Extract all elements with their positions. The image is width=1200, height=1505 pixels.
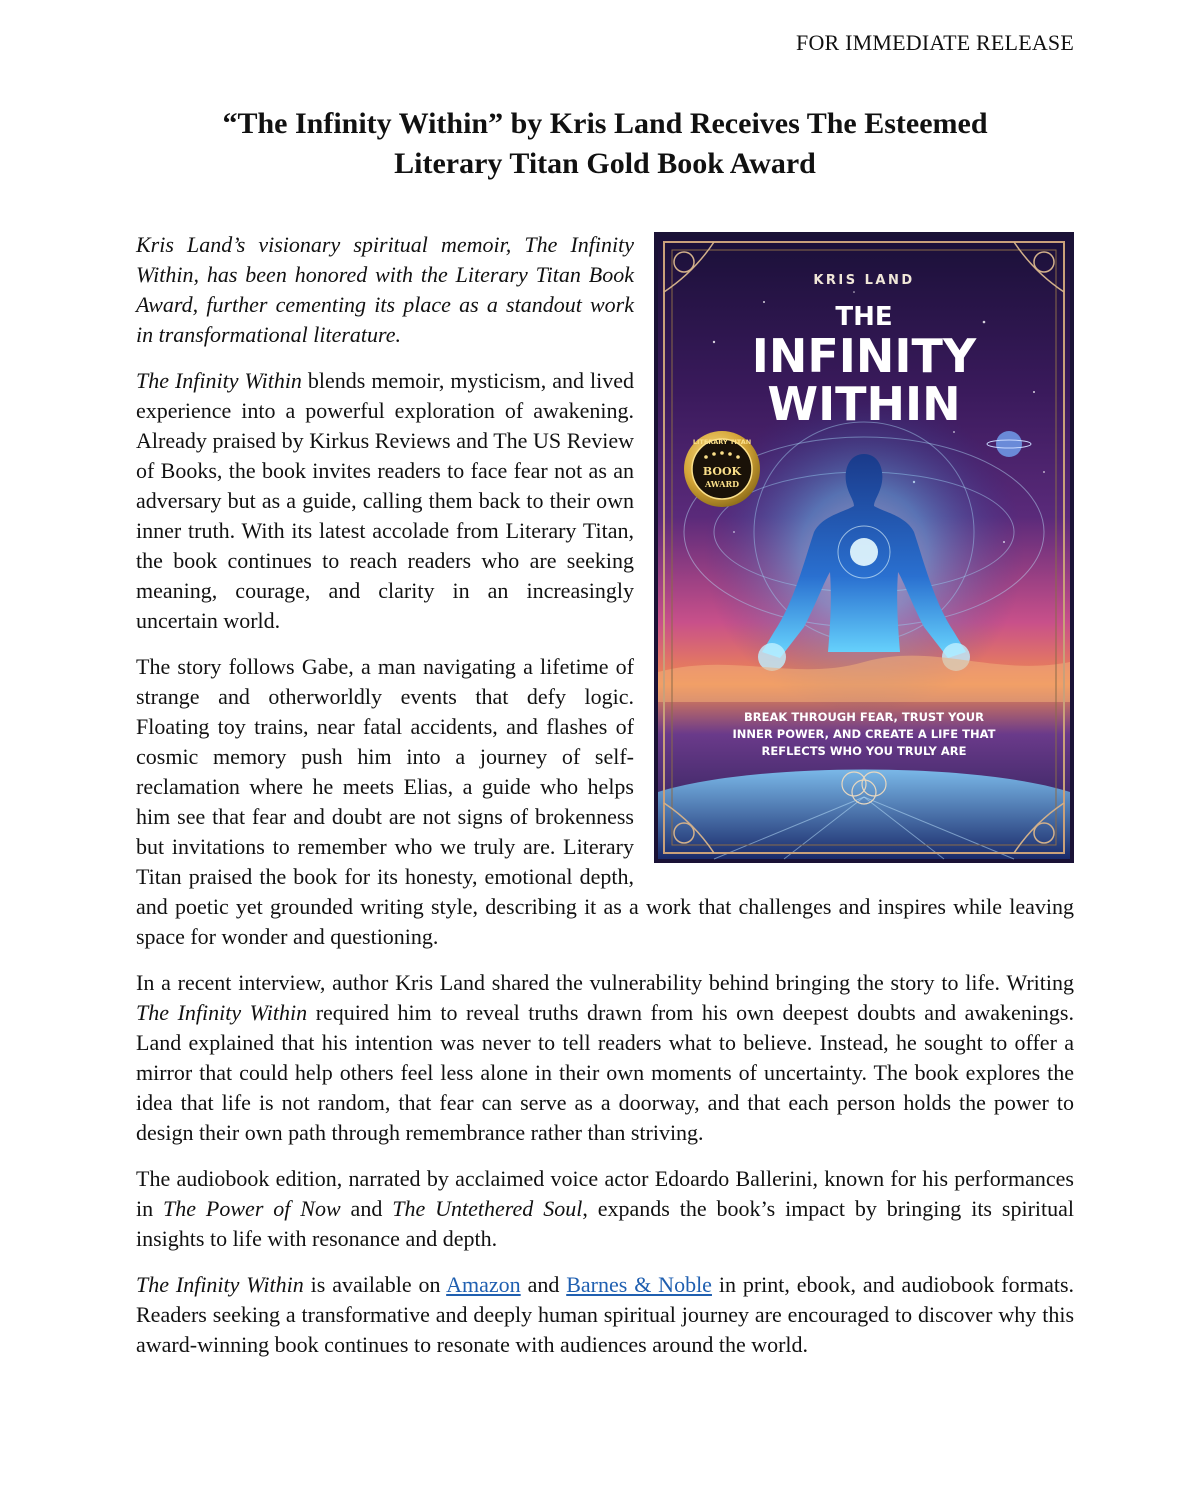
cover-tagline-2: INNER POWER, AND CREATE A LIFE THAT <box>732 727 996 741</box>
paragraph-4-text-a: In a recent interview, author Kris Land shared the vulnerability behind bringing the story to life. Writing <box>136 970 1074 995</box>
cover-title-the: THE <box>835 302 893 332</box>
paragraph-4-text-b: required him to reveal truths drawn from his own deepest doubts and awakenings. Land explained that his intention was never to tell readers what to believe. Instead, he sought to offer a mirror that could help others feel less alone in their own moments of uncertainty. The book explores the idea that life is not random, that fear can serve as a doorway, and that each person holds the power to design their own path through remembrance rather than striving. <box>136 1000 1074 1145</box>
paragraph-4 <box>136 968 1074 1148</box>
paragraph-3-text: The story follows Gabe, a man navigating a lifetime of strange and otherworldly events that defy logic. Floating toy trains, near fatal accidents, and flashes of cosmic memory push him into a journey of self-reclamation where he meets Elias, a guide who helps him see that fear and doubt are not signs of brokenness but invitations to remember who we truly are. Literary Titan praised the book for its honesty, emotional depth, and poetic yet grounded writing style, describing it as a work that challenges and inspires while leaving space for wonder and questioning. <box>136 654 1074 949</box>
paragraph-5-text-a: The audiobook edition, narrated by acclaimed voice actor Edoardo Ballerini, known for his performances in <box>136 1166 1074 1221</box>
paragraph-6-text-b: and <box>520 1272 567 1297</box>
paragraph-5-text-c: , expands the book’s impact by bringing its spiritual insights to life with resonance and depth. <box>136 1196 1075 1251</box>
book-title: The Infinity Within <box>136 368 302 393</box>
paragraph-6 <box>136 1270 1074 1360</box>
book-title-power-of-now: The Power of Now <box>163 1196 341 1221</box>
badge-line-1: BOOK <box>702 465 742 478</box>
intro-text: Kris Land’s visionary spiritual memoir, The Infinity Within, has been honored with the Literary Titan Book Award, further cementing its place as a standout work in transformational literature. <box>136 232 634 347</box>
paragraph-2-text: blends memoir, mysticism, and lived experience into a powerful exploration of awakening. Already praised by Kirkus Reviews and The US Review of Books, the book invites readers to face fear not as an adversary but as a guide, calling them back to their own inner truth. With its latest accolade from Literary Titan, the book continues to reach readers who are seeking meaning, courage, and clarity in an increasingly uncertain world. <box>136 368 634 633</box>
cover-author: KRIS LAND <box>813 273 915 288</box>
amazon-link[interactable]: Amazon <box>446 1272 521 1297</box>
cover-title-within: WITHIN <box>767 377 961 431</box>
release-label: FOR IMMEDIATE RELEASE <box>796 30 1074 55</box>
headline-line-1: “The Infinity Within” by Kris Land Receives The Esteemed <box>222 107 988 140</box>
cover-tagline-3: REFLECTS WHO YOU TRULY ARE <box>761 744 967 758</box>
book-title: The Infinity Within <box>136 1000 308 1025</box>
badge-top-text: LITERARY TITAN <box>692 438 752 446</box>
book-cover-image <box>654 232 1074 863</box>
paragraph-5 <box>136 1164 1074 1254</box>
paragraph-6-text-a: is available on <box>303 1272 447 1297</box>
paragraph-5-text-b: and <box>340 1196 393 1221</box>
badge-line-2: AWARD <box>704 479 740 489</box>
cover-tagline-1: BREAK THROUGH FEAR, TRUST YOUR <box>744 710 984 724</box>
book-title-untethered-soul: The Untethered Soul <box>392 1196 583 1221</box>
barnes-noble-link[interactable]: Barnes & Noble <box>566 1272 712 1297</box>
cover-title-infinity: INFINITY <box>751 329 977 383</box>
paragraph-6-text-c: in print, ebook, and audiobook formats. Readers seeking a transformative and deeply human spiritual journey are encouraged to discover why this award-winning book continues to resonate with audiences around the world. <box>136 1272 1075 1357</box>
article-body <box>136 230 1074 1376</box>
page-title <box>136 104 1074 184</box>
book-title: The Infinity Within <box>136 1272 304 1297</box>
headline-line-2: Literary Titan Gold Book Award <box>394 147 816 180</box>
